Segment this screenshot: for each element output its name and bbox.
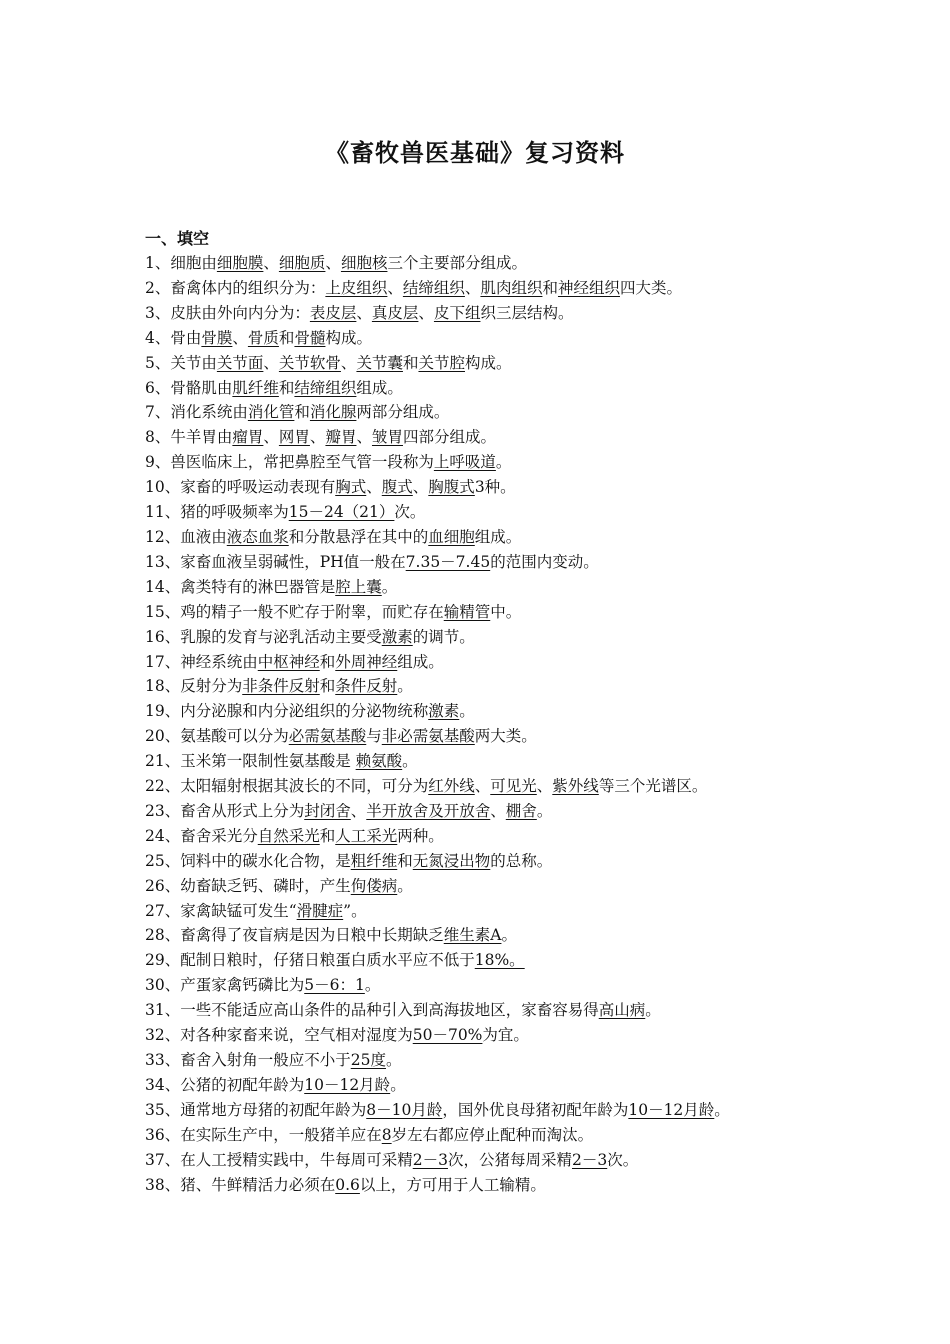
item-text: 中。 — [490, 602, 522, 621]
item-text: 两大类。 — [474, 727, 537, 746]
item-text: 11、猪的呼吸频率为 — [145, 503, 289, 522]
item-text: 组成。 — [397, 652, 444, 671]
answer-text: 血细胞 — [428, 527, 475, 546]
item-text: 、 — [263, 254, 279, 272]
answer-text: 高山病 — [598, 1001, 646, 1020]
item-text: 2、畜禽体内的组织分为： — [145, 278, 326, 297]
answer-text: 人工采光 — [335, 826, 398, 845]
list-item — [145, 1148, 810, 1173]
item-text: 21、玉米第一限制性氨基酸是 — [145, 752, 356, 771]
answer-text: 激素 — [381, 627, 413, 646]
answer-text: 结缔组织 — [402, 278, 465, 297]
item-text: 10、家畜的呼吸运动表现有 — [145, 478, 336, 497]
list-item — [145, 575, 810, 600]
item-text: 三个主要部分组成。 — [387, 254, 527, 272]
answer-text: 5－6：1 — [304, 976, 365, 995]
list-item — [145, 973, 810, 998]
item-text: 3种。 — [474, 478, 516, 497]
answer-text: 棚舍 — [505, 801, 537, 820]
list-item — [145, 450, 810, 475]
list-item — [145, 1173, 810, 1198]
answer-text: 15－24（21） — [288, 503, 395, 522]
answer-text: 肌纤维 — [232, 378, 279, 397]
answer-text: 表皮层 — [309, 303, 357, 322]
item-text: 组成。 — [356, 378, 403, 397]
list-item — [145, 923, 810, 948]
item-text: 。 — [501, 926, 517, 945]
list-item — [145, 774, 810, 799]
answer-text: 肌肉组织 — [480, 278, 543, 297]
list-item — [145, 525, 810, 550]
item-text: 3、皮肤由外向内分为： — [145, 303, 310, 322]
item-text: 次，公猪每周采精 — [447, 1150, 572, 1169]
item-text: 、 — [263, 353, 279, 372]
item-text: 。 — [495, 453, 512, 472]
answer-text: 封闭舍 — [304, 801, 351, 820]
answer-text: 中枢神经 — [257, 652, 320, 671]
item-text: 的调节。 — [412, 627, 475, 646]
answer-text: 细胞质 — [278, 254, 326, 272]
item-text: 的范围内变动。 — [490, 552, 599, 571]
item-text: 和 — [319, 677, 336, 696]
item-text: 26、幼畜缺乏钙、磷时，产生 — [145, 876, 351, 895]
item-text: 23、畜舍从形式上分为 — [145, 801, 305, 820]
item-text: 35、通常地方母猪的初配年龄为 — [145, 1100, 367, 1119]
answer-text: 输精管 — [443, 602, 491, 621]
answer-text: 瓣胃 — [325, 428, 357, 447]
answer-text: 消化腺 — [309, 403, 357, 422]
answer-text: 无氮浸出物 — [412, 851, 491, 870]
answer-text: 佝偻病 — [350, 876, 398, 895]
item-text: 。 — [364, 976, 381, 995]
item-text: 8、牛羊胃由 — [145, 428, 233, 447]
item-text: 19、内分泌腺和内分泌组织的分泌物统称 — [145, 702, 429, 721]
item-text: 和 — [278, 328, 295, 347]
list-item — [145, 849, 810, 874]
list-item — [145, 425, 810, 450]
answer-text: 非条件反射 — [242, 677, 320, 696]
list-item — [145, 948, 810, 973]
answer-text: 滑腱症 — [296, 901, 344, 920]
item-text: 6、骨骼肌由 — [145, 378, 233, 397]
answer-text: 消化管 — [247, 403, 295, 422]
answer-text: 瘤胃 — [232, 428, 264, 447]
item-text: 32、对各种家畜来说，空气相对湿度为 — [145, 1026, 413, 1045]
answer-text: 可见光 — [490, 777, 537, 796]
item-text: 。 — [645, 1001, 661, 1020]
list-item — [145, 475, 810, 500]
item-text: 17、神经系统由 — [145, 652, 258, 671]
answer-text: 10－12月龄 — [304, 1075, 391, 1094]
answer-text: 18%。 — [474, 951, 525, 970]
section-heading: 一、填空 — [145, 229, 210, 248]
item-text: 。 — [397, 876, 413, 895]
item-text: 、 — [387, 278, 403, 297]
item-text: 和 — [319, 652, 336, 671]
item-text: 5、关节由 — [145, 353, 217, 372]
document-title: 《畜牧兽医基础》复习资料 — [325, 138, 625, 167]
item-text: 38、猪、牛鲜精活力必须在 — [145, 1175, 336, 1194]
list-item — [145, 1123, 810, 1148]
item-text: 组成。 — [474, 527, 522, 546]
answer-text: 关节腔 — [418, 353, 465, 372]
answer-text: 腔上囊 — [335, 577, 382, 596]
item-text: 、 — [340, 353, 357, 372]
item-text: 16、乳腺的发育与泌乳活动主要受 — [145, 627, 382, 646]
answer-text: 粗纤维 — [350, 851, 398, 870]
item-text: 和 — [397, 851, 413, 870]
item-text: 、 — [474, 777, 491, 796]
item-text: 34、公猪的初配年龄为 — [145, 1075, 305, 1094]
list-item — [145, 625, 810, 650]
item-text: 18、反射分为 — [145, 677, 243, 696]
item-text: 四大类。 — [619, 278, 682, 297]
list-item — [145, 874, 810, 899]
list-item — [145, 1098, 810, 1123]
answer-text: 骨质 — [247, 328, 279, 347]
list-item — [145, 998, 810, 1023]
item-text: 、 — [356, 303, 372, 322]
answer-text: 腹式 — [381, 478, 413, 497]
item-text: 31、一些不能适应高山条件的品种引入到高海拔地区，家畜容易得 — [145, 1001, 599, 1020]
list-item — [145, 600, 810, 625]
item-text: 30、产蛋家禽钙磷比为 — [145, 976, 305, 995]
item-text: 20、氨基酸可以分为 — [145, 727, 289, 746]
list-item — [145, 550, 810, 575]
list-item — [145, 699, 810, 724]
list-item — [145, 301, 810, 326]
item-text: 14、禽类特有的淋巴器管是 — [145, 577, 336, 596]
item-text: 1、细胞由 — [145, 254, 217, 272]
list-item — [145, 1073, 810, 1098]
item-text: 33、畜舍入射角一般应不小于 — [145, 1051, 351, 1069]
list-item — [145, 276, 810, 301]
answer-text: 50－70% — [412, 1026, 483, 1045]
list-item — [145, 351, 810, 376]
item-text: 4、骨由 — [145, 328, 202, 347]
item-text: 、 — [350, 801, 367, 820]
item-text: 两部分组成。 — [356, 403, 450, 422]
item-text: 、 — [464, 278, 481, 297]
answer-text: 激素 — [428, 702, 460, 721]
item-text: 岁左右都应停止配种而淘汰。 — [391, 1125, 594, 1144]
answer-text: 10－12月龄 — [628, 1100, 715, 1119]
item-text: 、 — [490, 801, 506, 820]
item-text: 。 — [402, 752, 418, 771]
item-text: 9、兽医临床上，常把鼻腔至气管一段称为 — [145, 453, 434, 472]
answer-text: 胸腹式 — [428, 478, 475, 497]
answer-text: 赖氨酸 — [355, 752, 403, 771]
answer-text: 骨髓 — [294, 328, 326, 347]
item-text: 为宜。 — [482, 1026, 529, 1045]
item-text: 29、配制日粮时，仔猪日粮蛋白质水平应不低于 — [145, 951, 475, 970]
list-item — [145, 376, 810, 401]
answer-text: 2－3 — [571, 1150, 608, 1169]
answer-text: 神经组织 — [557, 278, 620, 297]
list-item — [145, 799, 810, 824]
answer-text: 自然采光 — [257, 826, 320, 845]
item-text: 、 — [356, 428, 372, 447]
answer-text: 网胃 — [278, 428, 310, 447]
item-text: 13、家畜血液呈弱碱性，PH值一般在 — [145, 552, 406, 571]
item-text: 。 — [385, 1051, 402, 1069]
list-item — [145, 824, 810, 849]
answer-text: 关节面 — [216, 353, 264, 372]
item-text: 。 — [381, 577, 398, 596]
item-text: 构成。 — [325, 328, 372, 347]
list-item — [145, 650, 810, 675]
answer-text: 真皮层 — [371, 303, 419, 322]
answer-text: 细胞核 — [340, 254, 388, 272]
item-text: 和 — [278, 378, 295, 397]
item-text: 37、在人工授精实践中，牛每周可采精 — [145, 1150, 413, 1169]
list-item — [145, 326, 810, 351]
item-text: 、 — [325, 254, 341, 272]
item-text: 的总称。 — [490, 851, 553, 870]
item-text: 7、消化系统由 — [145, 403, 248, 422]
answer-text: 维生素A — [443, 926, 502, 945]
answer-text: 外周神经 — [335, 652, 398, 671]
item-text: 28、畜禽得了夜盲病是因为日粮中长期缺乏 — [145, 926, 444, 945]
item-text: 27、家禽缺锰可发生“ — [145, 901, 297, 920]
item-text: 次。 — [394, 503, 426, 522]
answer-text: 上呼吸道 — [433, 453, 496, 472]
item-text: 24、畜舍采光分 — [145, 826, 258, 845]
item-text: 。 — [397, 677, 413, 696]
item-text: 。 — [390, 1075, 406, 1094]
answer-text: 红外线 — [428, 777, 475, 796]
answer-text: 结缔组织 — [294, 378, 357, 397]
answer-text: 关节囊 — [356, 353, 403, 372]
item-text: 次。 — [607, 1150, 639, 1169]
item-text: 和 — [542, 278, 558, 297]
list-item — [145, 251, 810, 276]
answer-text: 8－10月龄 — [366, 1100, 443, 1119]
item-text: 、 — [309, 428, 326, 447]
answer-text: 关节软骨 — [278, 353, 341, 372]
item-text: 36、在实际生产中，一般猪羊应在 — [145, 1125, 382, 1144]
list-item — [145, 724, 810, 749]
list-item — [145, 1048, 810, 1073]
fill-in-list — [145, 251, 810, 1197]
answer-text: 0.6 — [335, 1175, 360, 1194]
list-item — [145, 749, 810, 774]
item-text: 织三层结构。 — [480, 303, 574, 322]
list-item — [145, 899, 810, 924]
answer-text: 上皮组织 — [325, 278, 388, 297]
list-item — [145, 500, 810, 525]
item-text: 、 — [418, 303, 434, 322]
list-item — [145, 400, 810, 425]
item-text: 以上，方可用于人工输精。 — [359, 1175, 546, 1194]
item-text: 等三个光谱区。 — [598, 777, 708, 796]
answer-text: 条件反射 — [335, 677, 398, 696]
item-text: 构成。 — [464, 353, 512, 372]
item-text: 四部分组成。 — [402, 428, 496, 447]
item-text: 和 — [402, 353, 419, 372]
item-text: ，国外优良母猪初配年龄为 — [442, 1100, 629, 1119]
answer-text: 紫外线 — [552, 777, 599, 796]
item-text: 12、血液由 — [145, 527, 227, 546]
answer-text: 25度 — [350, 1051, 386, 1069]
item-text: 25、饲料中的碳水化合物，是 — [145, 851, 351, 870]
answer-text: 皮下组 — [433, 303, 481, 322]
item-text: 15、鸡的精子一般不贮存于附睾，而贮存在 — [145, 602, 444, 621]
list-item — [145, 1023, 810, 1048]
answer-text: 胸式 — [335, 478, 367, 497]
answer-text: 半开放舍及开放舍 — [366, 801, 491, 820]
answer-text: 2－3 — [412, 1150, 448, 1169]
list-item — [145, 674, 810, 699]
item-text: 。 — [459, 702, 475, 721]
item-text: 、 — [232, 328, 248, 347]
item-text: 、 — [366, 478, 382, 497]
answer-text: 7.35－7.45 — [405, 552, 491, 571]
item-text: 和 — [319, 826, 336, 845]
item-text: 。 — [714, 1100, 730, 1119]
item-text: 和 — [294, 403, 310, 422]
item-text: 、 — [263, 428, 279, 447]
answer-text: 液态血浆 — [226, 527, 289, 546]
item-text: 。 — [536, 801, 553, 820]
item-text: ”。 — [343, 901, 367, 920]
item-text: 与 — [366, 727, 382, 746]
item-text: 、 — [536, 777, 553, 796]
item-text: 两种。 — [397, 826, 444, 845]
item-text: 、 — [412, 478, 429, 497]
answer-text: 骨膜 — [201, 328, 233, 347]
item-text: 22、太阳辐射根据其波长的不同，可分为 — [145, 777, 429, 796]
item-text: 和分散悬浮在其中的 — [288, 527, 429, 546]
answer-text: 非必需氨基酸 — [381, 727, 475, 746]
answer-text: 必需氨基酸 — [288, 727, 367, 746]
answer-text: 8 — [381, 1125, 392, 1144]
answer-text: 细胞膜 — [216, 254, 264, 272]
answer-text: 皱胃 — [371, 428, 403, 447]
